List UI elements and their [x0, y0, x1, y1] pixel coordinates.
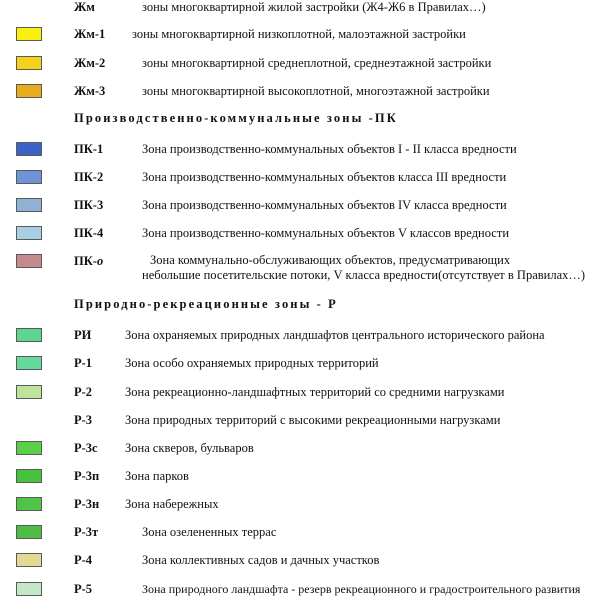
zone-code: ПК-1: [74, 142, 104, 156]
zone-description: Зона озелененных террас: [142, 525, 277, 539]
zone-description: Зона рекреационно-ландшафтных территорий со средними нагрузками: [125, 385, 505, 399]
zone-description: Зона производственно-коммунальных объектов класса III вредности: [142, 170, 507, 184]
zone-code: Р-3с: [74, 441, 98, 455]
zone-description: зоны многоквартирной низкоплотной, малоэтажной застройки: [132, 27, 466, 41]
color-swatch: [16, 582, 42, 596]
zone-description: Зона природных территорий с высокими рекреационными нагрузками: [125, 413, 501, 427]
color-swatch: [16, 525, 42, 539]
color-swatch: [16, 142, 42, 156]
zone-description-line-1: Зона коммунально-обслуживающих объектов, предусматривающих: [150, 253, 511, 267]
zone-code: Р-3п: [74, 469, 100, 483]
color-swatch: [16, 553, 42, 567]
zone-code-suffix: о: [96, 254, 104, 268]
color-swatch: [16, 170, 42, 184]
color-swatch: [16, 328, 42, 342]
color-swatch: [16, 497, 42, 511]
zone-code: ПК-2: [74, 170, 104, 184]
section-heading-industrial: Производственно-коммунальные зоны -ПК: [74, 111, 398, 125]
color-swatch: [16, 441, 42, 455]
zone-description-line-2: небольшие посетительские потоки, V класса вредности(отсутствует в Правилах…): [142, 268, 586, 282]
color-swatch: [16, 356, 42, 370]
zone-code: Р-3т: [74, 525, 99, 539]
section-heading-recreational: Природно-рекреационные зоны - Р: [74, 297, 338, 311]
zone-description: Зона производственно-коммунальных объектов V классов вредности: [142, 226, 510, 240]
zone-code: Р-3: [74, 413, 93, 427]
zone-description: Зона набережных: [125, 497, 219, 511]
zone-description: Зона производственно-коммунальных объектов IV класса вредности: [142, 198, 507, 212]
zone-code: РИ: [74, 328, 92, 342]
zone-code: ПК-3: [74, 198, 104, 212]
color-swatch: [16, 254, 42, 268]
zone-description: зоны многоквартирной жилой застройки (Ж4-Ж6 в Правилах…): [142, 0, 486, 14]
zone-code: Р-1: [74, 356, 93, 370]
zone-description: Зона скверов, бульваров: [125, 441, 254, 455]
zone-code: [74, 254, 103, 269]
zone-code: Р-5: [74, 582, 93, 596]
zone-code: Жм-3: [74, 84, 106, 98]
zone-description: зоны многоквартирной высокоплотной, многоэтажной застройки: [142, 84, 490, 98]
zone-code: Р-4: [74, 553, 93, 567]
zone-code-prefix: ПК-: [74, 254, 97, 268]
zone-description: Зона охраняемых природных ландшафтов центрального исторического района: [125, 328, 545, 342]
color-swatch: [16, 198, 42, 212]
color-swatch: [16, 27, 42, 41]
zone-description: Зона коллективных садов и дачных участков: [142, 553, 380, 567]
zone-code: ПК-4: [74, 226, 104, 240]
zone-description: Зона производственно-коммунальных объектов I - II класса вредности: [142, 142, 517, 156]
zone-description: Зона особо охраняемых природных территорий: [125, 356, 379, 370]
zone-code: Р-2: [74, 385, 93, 399]
zone-code: Р-3н: [74, 497, 100, 511]
color-swatch: [16, 84, 42, 98]
zone-description: Зона парков: [125, 469, 189, 483]
color-swatch: [16, 226, 42, 240]
color-swatch: [16, 469, 42, 483]
color-swatch: [16, 385, 42, 399]
zone-code: Жм-1: [74, 27, 106, 41]
zone-description: зоны многоквартирной среднеплотной, среднеэтажной застройки: [142, 56, 492, 70]
color-swatch: [16, 56, 42, 70]
zone-code: Жм-2: [74, 56, 106, 70]
zone-description: Зона природного ландшафта - резерв рекреационного и градостроительного развития: [142, 582, 581, 596]
zone-code: Жм: [74, 0, 95, 14]
